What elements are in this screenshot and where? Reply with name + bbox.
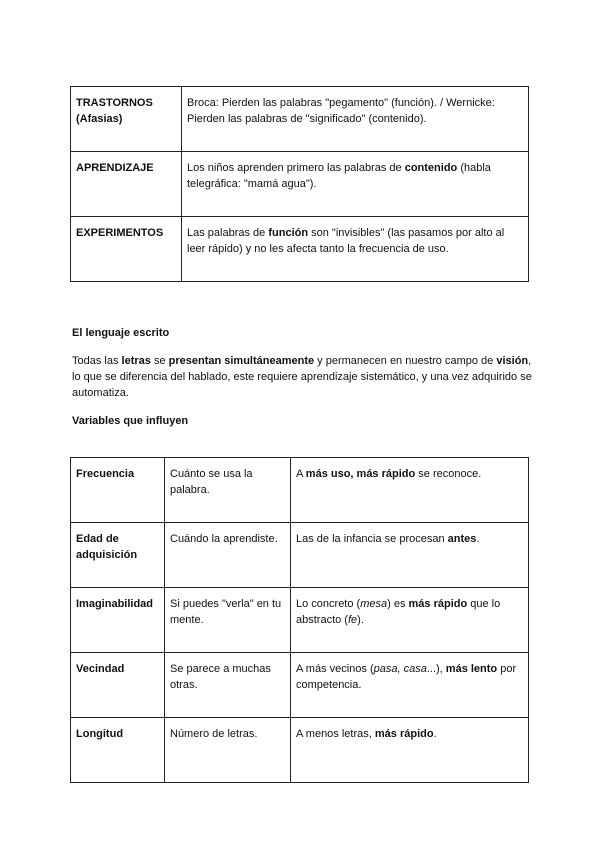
language-table <box>70 86 529 282</box>
variable-description: Se parece a muchas otras. <box>165 653 291 718</box>
table-row <box>71 523 529 588</box>
row-text: Las palabras de función son "invisibles" (las pasamos por alto al leer rápido) y no les afecta tanto la frecuencia de uso. <box>182 217 529 282</box>
section-title: El lenguaje escrito <box>72 327 170 339</box>
variable-name: Edad de adquisición <box>71 523 165 588</box>
variable-description: Cuándo la aprendiste. <box>165 523 291 588</box>
variable-description: Si puedes "verla" en tu mente. <box>165 588 291 653</box>
subsection-title: Variables que influyen <box>72 415 189 427</box>
table-row <box>71 458 529 523</box>
variable-name: Imaginabilidad <box>71 588 165 653</box>
table-row <box>71 653 529 718</box>
table-row <box>71 588 529 653</box>
variable-effect: Las de la infancia se procesan antes. <box>291 523 529 588</box>
row-header: APRENDIZAJE <box>71 152 182 217</box>
row-text: Los niños aprenden primero las palabras de contenido (habla telegráfica: "mamá agua"). <box>182 152 529 217</box>
variable-description: Número de letras. <box>165 718 291 783</box>
variable-name: Vecindad <box>71 653 165 718</box>
variable-effect: A menos letras, más rápido. <box>291 718 529 783</box>
variable-description: Cuánto se usa la palabra. <box>165 458 291 523</box>
table-row <box>71 718 529 783</box>
body-paragraph: Todas las letras se presentan simultáneamente y permanecen en nuestro campo de visión, lo que se diferencia del hablado, este requiere aprendizaje sistemático, y una vez adquirido se automatiza. <box>72 355 532 399</box>
variable-effect: Lo concreto (mesa) es más rápido que lo abstracto (fe). <box>291 588 529 653</box>
variable-effect: A más uso, más rápido se reconoce. <box>291 458 529 523</box>
table-row <box>71 217 529 282</box>
table-row <box>71 152 529 217</box>
row-text: Broca: Pierden las palabras "pegamento" (función). / Wernicke: Pierden las palabras de "significado" (contenido). <box>182 87 529 152</box>
variable-name: Longitud <box>71 718 165 783</box>
variable-effect: A más vecinos (pasa, casa...), más lento por competencia. <box>291 653 529 718</box>
table-row <box>71 87 529 152</box>
row-header: TRASTORNOS (Afasias) <box>71 87 182 152</box>
variable-name: Frecuencia <box>71 458 165 523</box>
variables-table <box>70 457 529 783</box>
row-header: EXPERIMENTOS <box>71 217 182 282</box>
